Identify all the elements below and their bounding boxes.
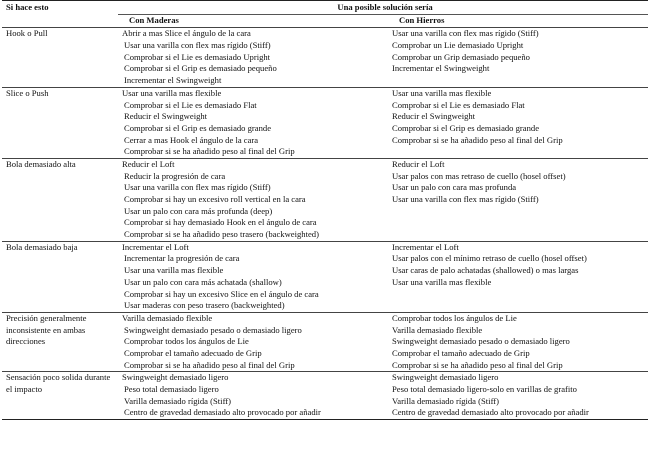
solution-line: Comprobar si hay demasiado Hook en el ángulo de cara <box>124 217 317 228</box>
header-maderas: Con Maderas <box>129 14 179 25</box>
hierros-solutions-cell <box>388 312 648 371</box>
solution-line: Swingweight demasiado ligero <box>392 372 499 383</box>
solution-line: Comprobar todos los ángulos de Lie <box>392 312 517 323</box>
solution-line: Incrementar el Swingweight <box>124 75 222 86</box>
hierros-solutions-cell <box>388 372 648 420</box>
problem-cell: Hook o Pull <box>2 28 118 87</box>
solution-line: Swingweight demasiado pesado o demasiado ligero <box>124 324 302 335</box>
table-row <box>2 28 648 87</box>
solution-line: Usar una varilla con flex mas rígido (Stiff) <box>124 40 271 51</box>
problem-cell: Slice o Push <box>2 87 118 158</box>
maderas-solutions-cell <box>118 28 388 87</box>
solution-line: Usar una varilla con flex mas rígido (Stiff) <box>392 28 539 39</box>
problem-cell: Sensación poco solida durante el impacto <box>2 372 118 420</box>
maderas-solutions-cell <box>118 312 388 371</box>
solution-line: Comprobar si se ha añadido peso al final del Grip <box>124 359 295 370</box>
solution-line: Swingweight demasiado ligero <box>122 372 229 383</box>
solution-line: Usar un palo con cara mas profunda <box>392 182 517 193</box>
solution-line: Swingweight demasiado pesado o demasiado ligero <box>392 336 570 347</box>
solution-line: Cerrar a mas Hook el ángulo de la cara <box>124 134 259 145</box>
solution-line: Incrementar el Loft <box>392 241 459 252</box>
solution-line: Incrementar el Loft <box>122 241 189 252</box>
hierros-solutions-cell <box>388 87 648 158</box>
solution-line: Comprobar si se ha añadido peso al final del Grip <box>392 359 563 370</box>
table-row <box>2 87 648 158</box>
solution-line: Incrementar el Swingweight <box>392 63 490 74</box>
solution-line: Reducir la progresión de cara <box>124 170 226 181</box>
hierros-solutions-cell <box>388 158 648 241</box>
solution-line: Usar un palo con cara más achatada (shallow) <box>124 276 282 287</box>
solution-line: Usar una varilla mas flexible <box>124 265 224 276</box>
problem-cell: Bola demasiado alta <box>2 158 118 241</box>
solution-line: Reducir el Loft <box>392 158 445 169</box>
solution-line: Usar una varilla con flex mas rígido (Stiff) <box>392 194 539 205</box>
solution-line: Varilla demasiado flexible <box>122 312 213 323</box>
table-row <box>2 241 648 312</box>
table-body <box>2 28 648 420</box>
solution-line: Usar palos con el mínimo retraso de cuello (hosel offset) <box>392 253 587 264</box>
solution-line: Varilla demasiado flexible <box>392 324 483 335</box>
solution-line: Comprobar si se ha añadido peso trasero (backweighted) <box>124 229 319 240</box>
solution-line: Varilla demasiado rígida (Stiff) <box>124 395 231 406</box>
solution-line: Abrir a mas Slice el ángulo de la cara <box>122 28 251 39</box>
header-hierros: Con Hierros <box>399 14 445 25</box>
solution-line: Usar una varilla mas flexible <box>392 276 492 287</box>
header-solution-group: Una posible solución sería <box>118 1 648 15</box>
solution-line: Usar maderas con peso trasero (backweighted) <box>124 300 285 311</box>
solution-line: Usar una varilla mas flexible <box>122 87 222 98</box>
solution-line: Peso total demasiado ligero-solo en varillas de grafito <box>392 384 577 395</box>
solution-line: Usar una varilla con flex mas rígido (Stiff) <box>124 182 271 193</box>
solution-line: Comprobar si el Grip es demasiado grande <box>392 122 540 133</box>
solution-line: Usar caras de palo achatadas (shallowed) o mas largas <box>392 265 579 276</box>
solution-line: Comprobar el tamaño adecuado de Grip <box>124 347 262 358</box>
solution-line: Comprobar si el Lie es demasiado Upright <box>124 51 271 62</box>
solution-line: Comprobar si hay un excesivo roll vertical en la cara <box>124 194 306 205</box>
maderas-solutions-cell <box>118 241 388 312</box>
solution-line: Reducir el Swingweight <box>124 111 208 122</box>
solution-line: Comprobar si se ha añadido peso al final del Grip <box>392 134 563 145</box>
solution-line: Usar una varilla mas flexible <box>392 87 492 98</box>
solution-line: Comprobar si el Lie es demasiado Flat <box>124 99 257 110</box>
maderas-solutions-cell <box>118 372 388 420</box>
solution-line: Comprobar si el Grip es demasiado grande <box>124 122 272 133</box>
solution-line: Comprobar todos los ángulos de Lie <box>124 336 249 347</box>
solution-line: Reducir el Loft <box>122 158 175 169</box>
solution-line: Peso total demasiado ligero <box>124 384 219 395</box>
solution-line: Comprobar si el Lie es demasiado Flat <box>392 99 525 110</box>
solution-line: Comprobar si se ha añadido peso al final del Grip <box>124 146 295 157</box>
solution-line: Comprobar un Grip demasiado pequeño <box>392 51 530 62</box>
solution-line: Incrementar la progresión de cara <box>124 253 240 264</box>
solution-line: Varilla demasiado rígida (Stiff) <box>392 395 499 406</box>
hierros-solutions-cell <box>388 28 648 87</box>
maderas-solutions-cell <box>118 87 388 158</box>
hierros-solutions-cell <box>388 241 648 312</box>
table-header-row <box>2 1 648 15</box>
solution-line: Centro de gravedad demasiado alto provocado por añadir <box>392 407 589 418</box>
table-row <box>2 372 648 420</box>
solution-line: Reducir el Swingweight <box>392 111 476 122</box>
solution-line: Usar palos con mas retraso de cuello (hosel offset) <box>392 170 566 181</box>
club-fitting-table <box>2 0 648 420</box>
solution-line: Comprobar si hay un excesivo Slice en el ángulo de cara <box>124 288 319 299</box>
table-row <box>2 312 648 371</box>
problem-cell: Precisión generalmente inconsistente en ambas direcciones <box>2 312 118 371</box>
table-row <box>2 158 648 241</box>
solution-line: Comprobar si el Grip es demasiado pequeño <box>124 63 277 74</box>
solution-line: Comprobar el tamaño adecuado de Grip <box>392 347 530 358</box>
solution-line: Comprobar un Lie demasiado Upright <box>392 40 524 51</box>
problem-cell: Bola demasiado baja <box>2 241 118 312</box>
header-problem: Si hace esto <box>2 1 118 28</box>
solution-line: Usar un palo con cara más profunda (deep) <box>124 205 273 216</box>
solution-line: Centro de gravedad demasiado alto provocado por añadir <box>124 407 321 418</box>
maderas-solutions-cell <box>118 158 388 241</box>
